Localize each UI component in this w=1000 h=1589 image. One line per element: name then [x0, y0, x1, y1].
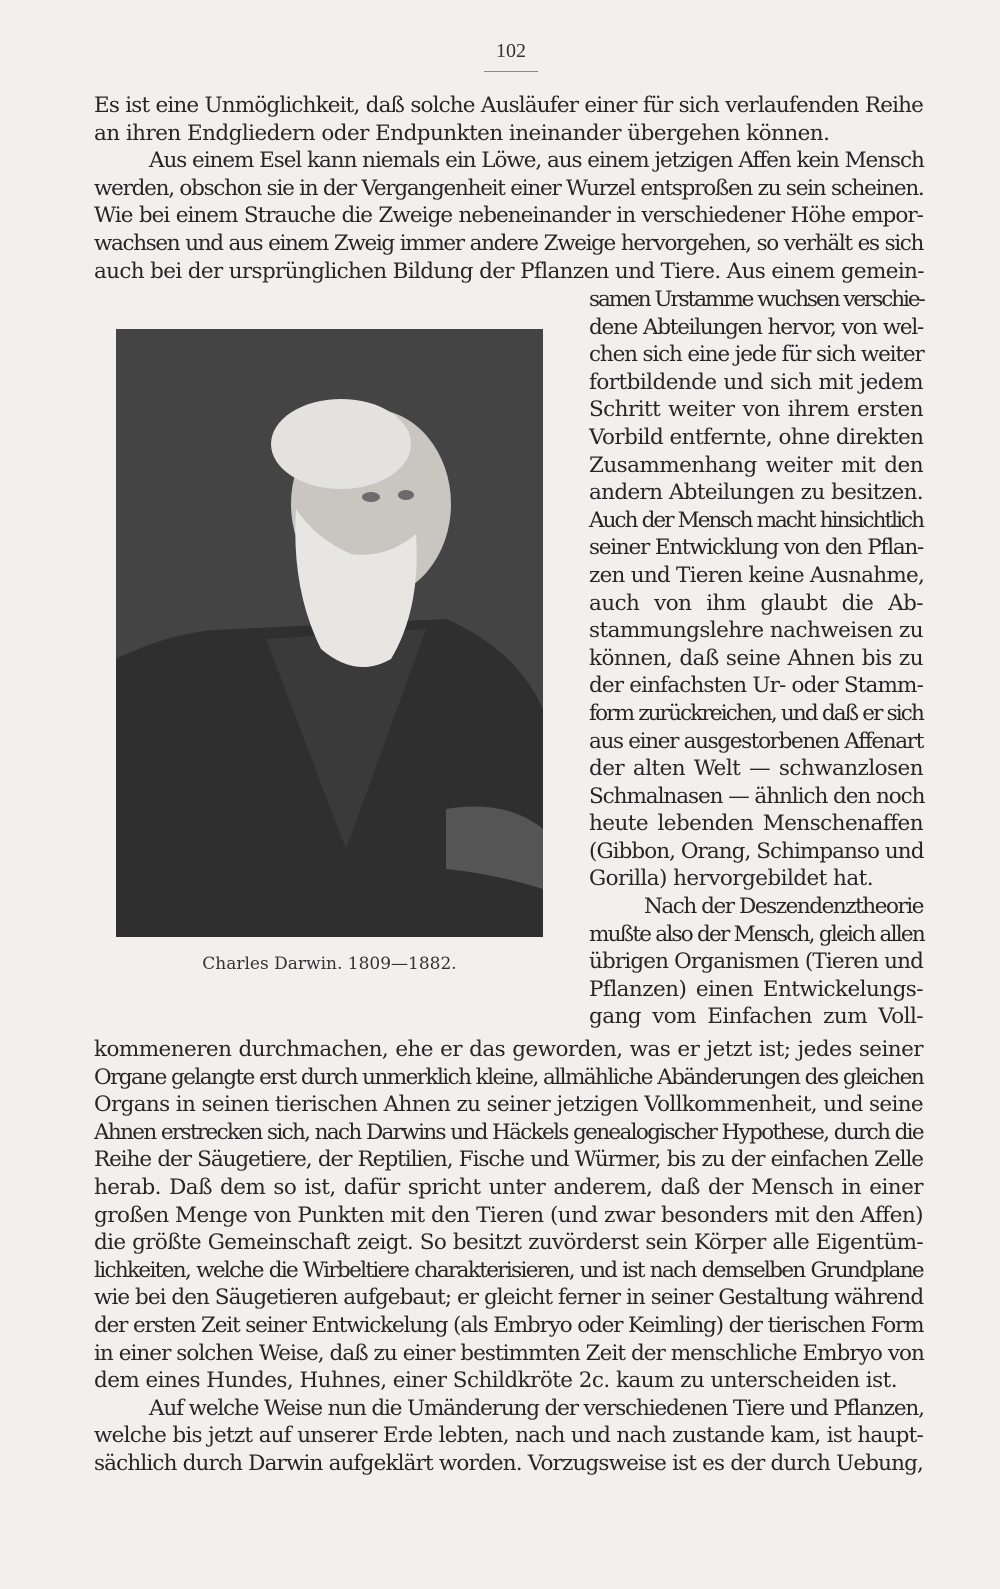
text-line: samen Urstamme wuchsen verschie- — [589, 287, 924, 312]
text-line: welche bis jetzt auf unserer Erde lebten, nach und nach zustande kam, ist haupt- — [94, 1423, 923, 1449]
text-line: Auf welche Weise nun die Umänderung der verschiedenen Tiere und Pflanzen, — [149, 1395, 924, 1421]
text-line: mußte also der Mensch, gleich allen — [589, 921, 924, 947]
text-line: übrigen Organismen (Tieren und — [589, 949, 923, 975]
text-line: kommeneren durchmachen, ehe er das geworden, was er jetzt ist; jedes seiner — [94, 1037, 923, 1062]
text-line: andern Abteilungen zu besitzen. — [589, 480, 923, 506]
text-line: Schritt weiter von ihrem ersten — [589, 397, 923, 423]
text-line: großen Menge von Punkten mit den Tieren (und zwar besonders mit den Affen) — [94, 1202, 923, 1228]
text-line: dem eines Hundes, Huhnes, einer Schildkröte 2c. kaum zu unterscheiden ist. — [94, 1368, 897, 1394]
text-line: Vorbild entfernte, ohne direkten — [589, 424, 924, 450]
page-number: 102 — [496, 40, 526, 62]
text-line: Aus einem Esel kann niemals ein Löwe, aus einem jetzigen Affen kein Mensch — [149, 148, 924, 174]
text-line: gang vom Einfachen zum Voll- — [589, 1004, 923, 1030]
text-line: Organe gelangte erst durch unmerklich kleine, allmähliche Abänderungen des gleichen — [94, 1064, 924, 1090]
portrait-caption: Charles Darwin. 1809—1882. — [202, 954, 457, 974]
text-line: fortbildende und sich mit jedem — [589, 369, 923, 395]
text-line: heute lebenden Menschenaffen — [589, 811, 923, 837]
text-line: dene Abteilungen hervor, von wel- — [589, 314, 923, 340]
text-line: auch bei der ursprünglichen Bildung der Pflanzen und Tiere. Aus einem gemein- — [94, 258, 924, 284]
text-line: form zurückreichen, und daß er sich — [589, 700, 923, 726]
text-line: wie bei den Säugetieren aufgebaut; er gleicht ferner in seiner Gestaltung während — [94, 1285, 924, 1311]
text-line: der alten Welt — schwanzlosen — [589, 756, 923, 782]
text-line: der einfachsten Ur- oder Stamm- — [589, 673, 923, 699]
text-line: Reihe der Säugetiere, der Reptilien, Fische und Würmer, bis zu der einfachen Zelle — [94, 1147, 923, 1173]
text-line: können, daß seine Ahnen bis zu — [589, 645, 923, 671]
text-line: seiner Entwicklung von den Pflan- — [589, 535, 923, 561]
text-line: aus einer ausgestorbenen Affenart — [589, 728, 923, 754]
text-line: Gorilla) hervorgebildet hat. — [589, 866, 873, 892]
text-line: Es ist eine Unmöglichkeit, daß solche Ausläufer einer für sich verlaufenden Reihe — [94, 93, 923, 118]
text-line: Schmalnasen — ähnlich den noch — [589, 783, 925, 809]
text-line: werden, obschon sie in der Vergangenheit einer Wurzel entsproßen zu sein scheinen. — [94, 175, 924, 201]
text-line: Auch der Mensch macht hinsichtlich — [589, 507, 923, 533]
text-line: die größte Gemeinschaft zeigt. So besitzt zuvörderst sein Körper alle Eigentüm- — [94, 1230, 923, 1256]
text-line: stammungslehre nachweisen zu — [589, 618, 923, 644]
text-line: der ersten Zeit seiner Entwickelung (als Embryo oder Keimling) der tierischen Form — [94, 1312, 924, 1338]
text-line: Organs in seinen tierischen Ahnen zu seiner jetzigen Vollkommenheit, und seine — [94, 1092, 923, 1118]
text-line: zen und Tieren keine Ausnahme, — [589, 562, 925, 588]
bottom-paragraphs — [94, 1036, 923, 1478]
text-line: wachsen und aus einem Zweig immer andere Zweige hervorgehen, so verhält es sich — [94, 230, 923, 256]
text-line: an ihren Endgliedern oder Endpunkten ineinander übergehen können. — [94, 120, 830, 146]
text-line: lichkeiten, welche die Wirbeltiere charakterisieren, und ist nach demselben Grundplane — [94, 1257, 923, 1283]
text-line: in einer solchen Weise, daß zu einer bestimmten Zeit der menschliche Embryo von — [94, 1340, 924, 1366]
text-line: (Gibbon, Orang, Schimpanso und — [589, 838, 924, 864]
side-column — [589, 286, 923, 1031]
text-line: Wie bei einem Strauche die Zweige nebeneinander in verschiedener Höhe empor- — [94, 203, 923, 229]
top-paragraphs — [94, 92, 923, 285]
text-line: sächlich durch Darwin aufgeklärt worden. Vorzugsweise ist es der durch Uebung, — [94, 1450, 923, 1476]
text-line: herab. Daß dem so ist, dafür spricht unter anderem, daß der Mensch in einer — [94, 1174, 923, 1200]
text-line: auch von ihm glaubt die Ab- — [589, 590, 923, 616]
text-line: Ahnen erstrecken sich, nach Darwins und Häckels genealogischer Hypothese, durch die — [94, 1119, 923, 1145]
page-number-rule — [484, 71, 538, 72]
text-line: Nach der Deszendenztheorie — [644, 894, 923, 920]
darwin-portrait — [116, 329, 543, 937]
text-line: chen sich eine jede für sich weiter — [589, 342, 924, 368]
text-line: Pflanzen) einen Entwickelungs- — [589, 976, 923, 1002]
text-line: Zusammenhang weiter mit den — [589, 452, 923, 478]
